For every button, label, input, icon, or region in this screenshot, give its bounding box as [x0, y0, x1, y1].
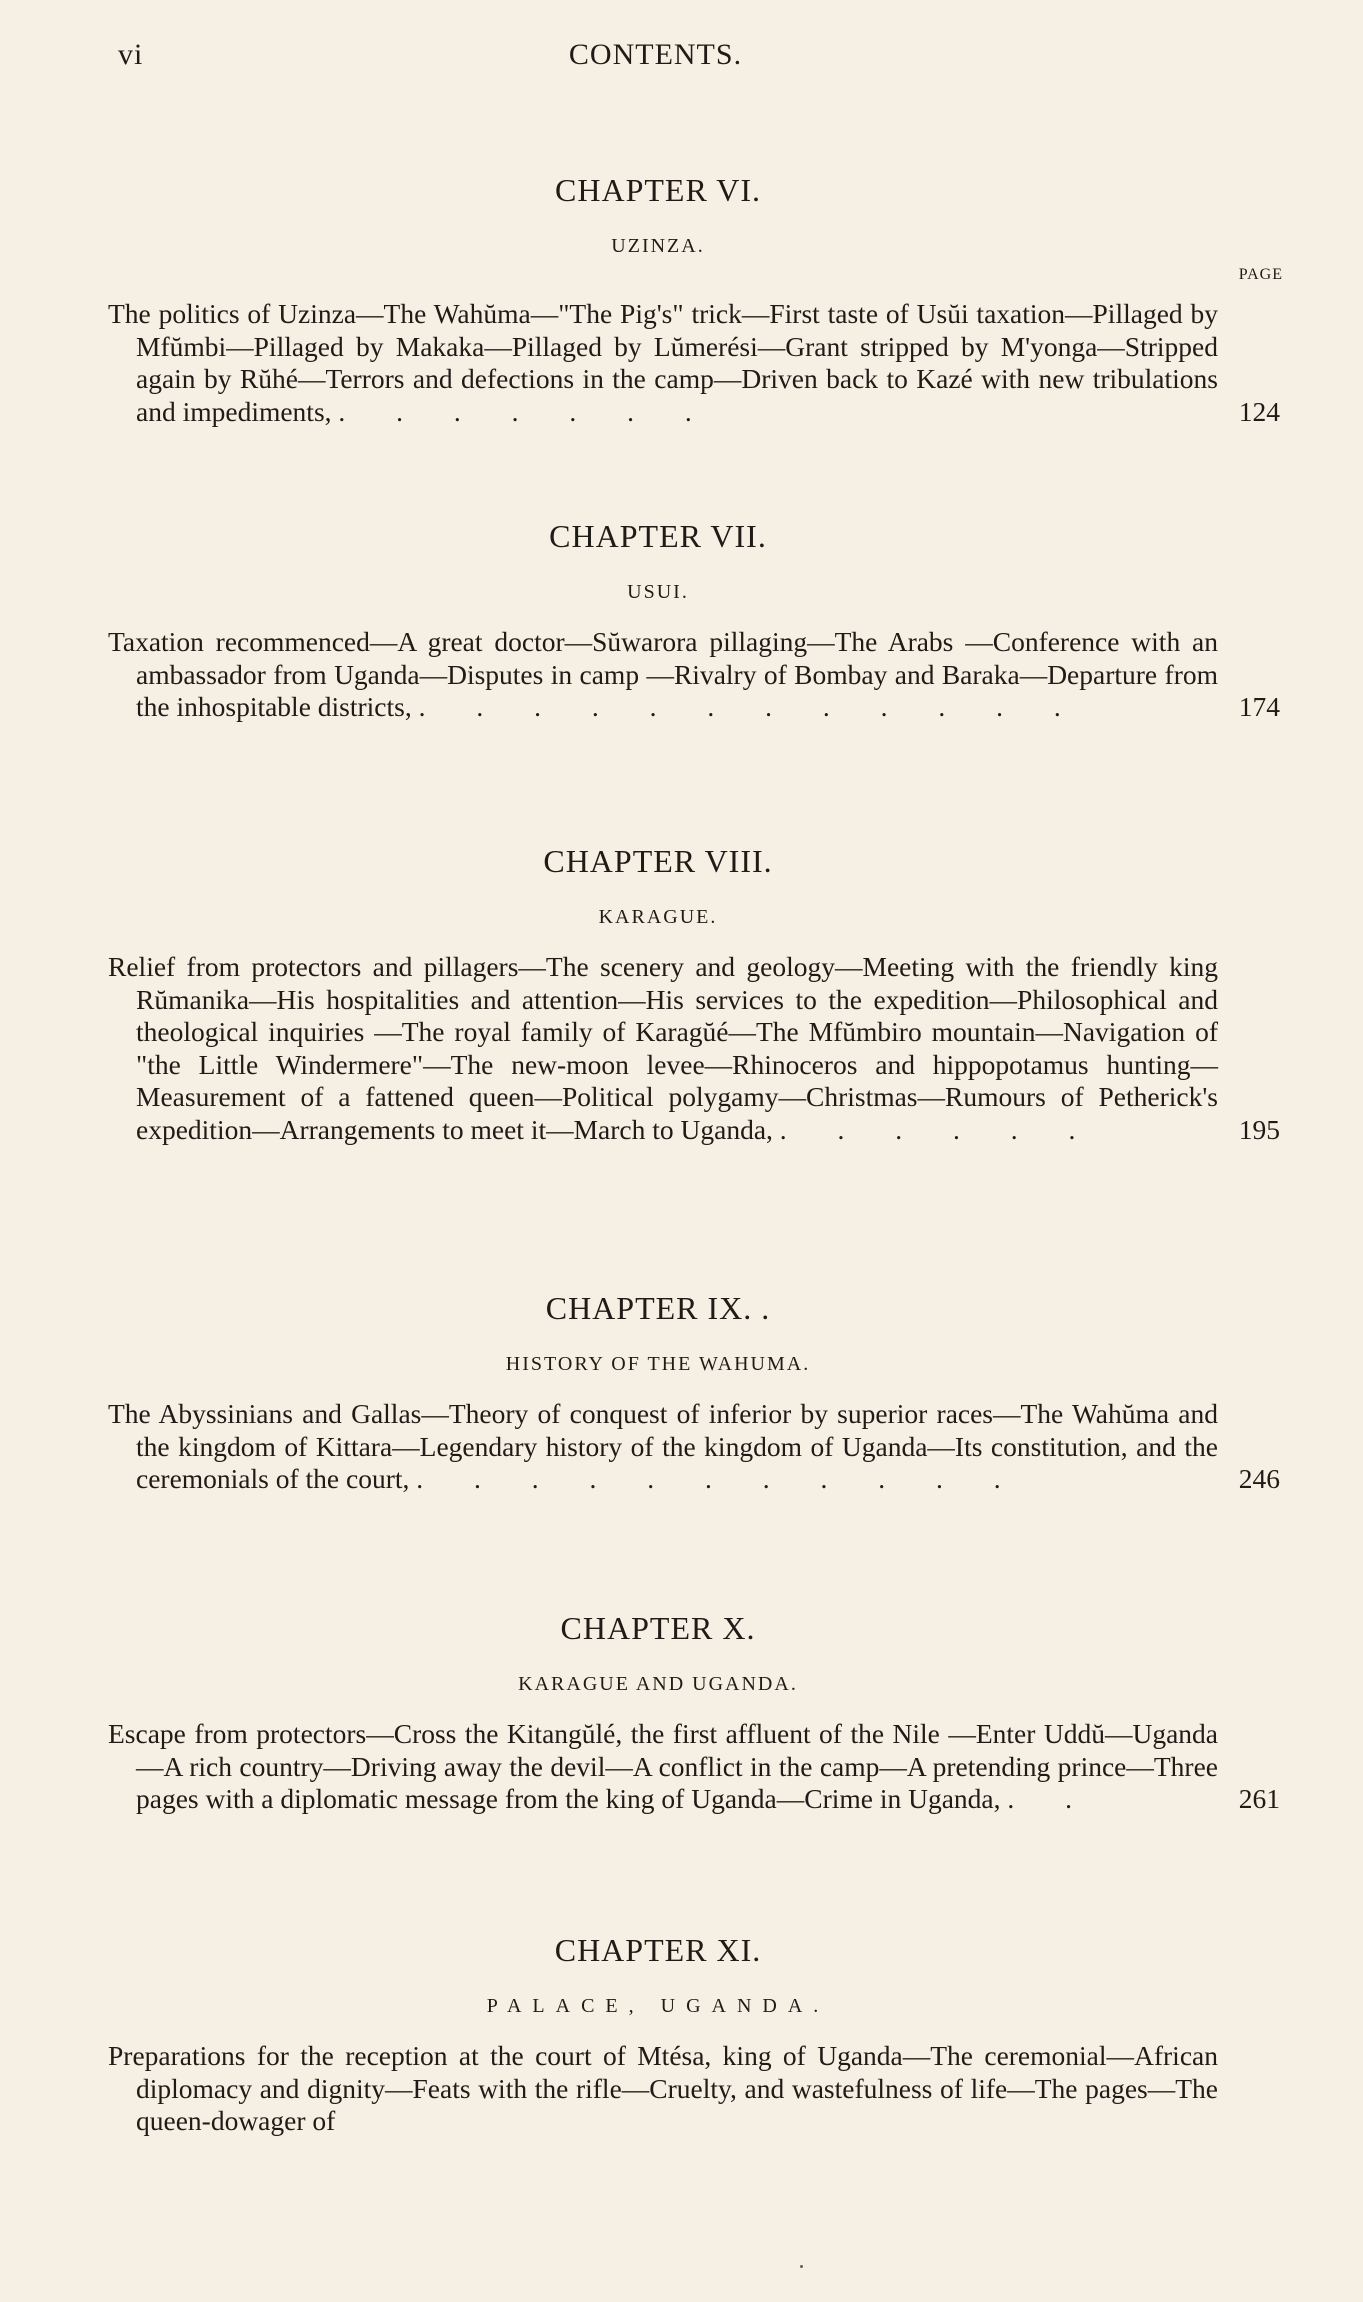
- chapter-summary: [108, 951, 1280, 1146]
- chapter-entry: [108, 1932, 1278, 2138]
- chapter-page-number: 174: [1238, 691, 1280, 722]
- chapter-entry: [108, 518, 1278, 724]
- chapter-subtitle: KARAGUE.: [598, 906, 718, 928]
- chapter-entry: [108, 843, 1278, 1146]
- dot-leaders: . . . . . . . . . . . .: [418, 691, 1083, 722]
- page-folio: vi: [118, 38, 144, 71]
- chapter-summary-text: Taxation recommenced—A great doctor—Sŭwarora pillaging—The Arabs —Conference with an ambassador from Uganda—Disputes in camp —Rivalry of Bombay and Baraka—Departure from the inhospitable districts,: [108, 626, 1218, 722]
- chapter-summary: [108, 298, 1280, 428]
- chapter-page-number: 246: [1238, 1463, 1280, 1494]
- chapter-summary-text: The Abyssinians and Gallas—Theory of conquest of inferior by superior races—The Wahŭma and the kingdom of Kittara—Legendary history of the kingdom of Uganda—Its constitution, and the ceremonials of the court,: [108, 1398, 1218, 1494]
- dot-leaders: . . . . . .: [779, 1113, 1098, 1145]
- dot-leaders: . . . . . . . . . . .: [416, 1463, 1023, 1494]
- chapter-summary-text: The politics of Uzinza—The Wahŭma—"The Pig's" trick—First taste of Usŭi taxation—Pillaged by Mfŭmbi—Pillaged by Makaka—Pillaged by Lŭmerési—Grant stripped by M'yonga—Stripped again by Rŭhé—Terrors and defections in the camp—Driven back to Kazé with new tribulations and impediments,: [108, 298, 1218, 427]
- dot-leaders: . . . . . . .: [338, 395, 714, 427]
- chapter-subtitle: USUI.: [627, 581, 689, 603]
- chapter-title: CHAPTER XI.: [554, 1932, 762, 1968]
- chapter-title: CHAPTER VIII.: [543, 843, 773, 879]
- chapter-summary: [108, 1398, 1280, 1496]
- chapter-title: CHAPTER IX. .: [545, 1290, 771, 1326]
- chapter-summary: [108, 1718, 1280, 1816]
- chapter-page-number: 261: [1238, 1783, 1280, 1814]
- chapter-subtitle: KARAGUE AND UGANDA.: [518, 1673, 798, 1695]
- chapter-subtitle: UZINZA.: [611, 235, 705, 257]
- chapter-entry: [108, 1290, 1278, 1496]
- dot-leaders: . .: [1007, 1783, 1095, 1814]
- paper-speck: [800, 2265, 803, 2268]
- chapter-page-number: 195: [1238, 1113, 1280, 1145]
- page-column-label: PAGE: [1238, 266, 1283, 283]
- chapter-page-number: 124: [1238, 395, 1280, 427]
- chapter-entry: [108, 172, 1278, 428]
- chapter-summary-text: Escape from protectors—Cross the Kitangŭlé, the first affluent of the Nile —Enter Uddŭ—Uganda—A rich country—Driving away the devil—A conflict in the camp—A pretending prince—Three pages with a diplomatic message from the king of Uganda—Crime in Uganda,: [108, 1718, 1218, 1814]
- running-head: [118, 38, 1273, 78]
- chapter-summary: [108, 2040, 1218, 2138]
- chapter-subtitle: PALACE, UGANDA.: [486, 1995, 830, 2017]
- chapter-title: CHAPTER X.: [560, 1610, 756, 1646]
- chapter-summary: [108, 626, 1280, 724]
- page-title: CONTENTS.: [568, 38, 743, 71]
- chapter-title: CHAPTER VI.: [555, 172, 761, 208]
- chapter-subtitle: HISTORY OF THE WAHUMA.: [505, 1353, 811, 1375]
- chapter-summary-text: Preparations for the reception at the court of Mtésa, king of Uganda—The ceremonial—African diplomacy and dignity—Feats with the rifle—Cruelty, and wastefulness of life—The pages—The queen-dowager of: [108, 2040, 1218, 2136]
- chapter-summary-text: Relief from protectors and pillagers—The scenery and geology—Meeting with the friendly king Rŭmanika—His hospitalities and attention—His services to the expedition—Philosophical and theological inquiries —The royal family of Karagŭé—The Mfŭmbiro mountain—Navigation of "the Little Windermere"—The new-moon levee—Rhinoceros and hippopotamus hunting—Measurement of a fattened queen—Political polygamy—Christmas—Rumours of Petherick's expedition—Arrangements to meet it—March to Uganda,: [108, 951, 1218, 1145]
- chapter-title: CHAPTER VII.: [549, 518, 767, 554]
- chapter-entry: [108, 1610, 1278, 1816]
